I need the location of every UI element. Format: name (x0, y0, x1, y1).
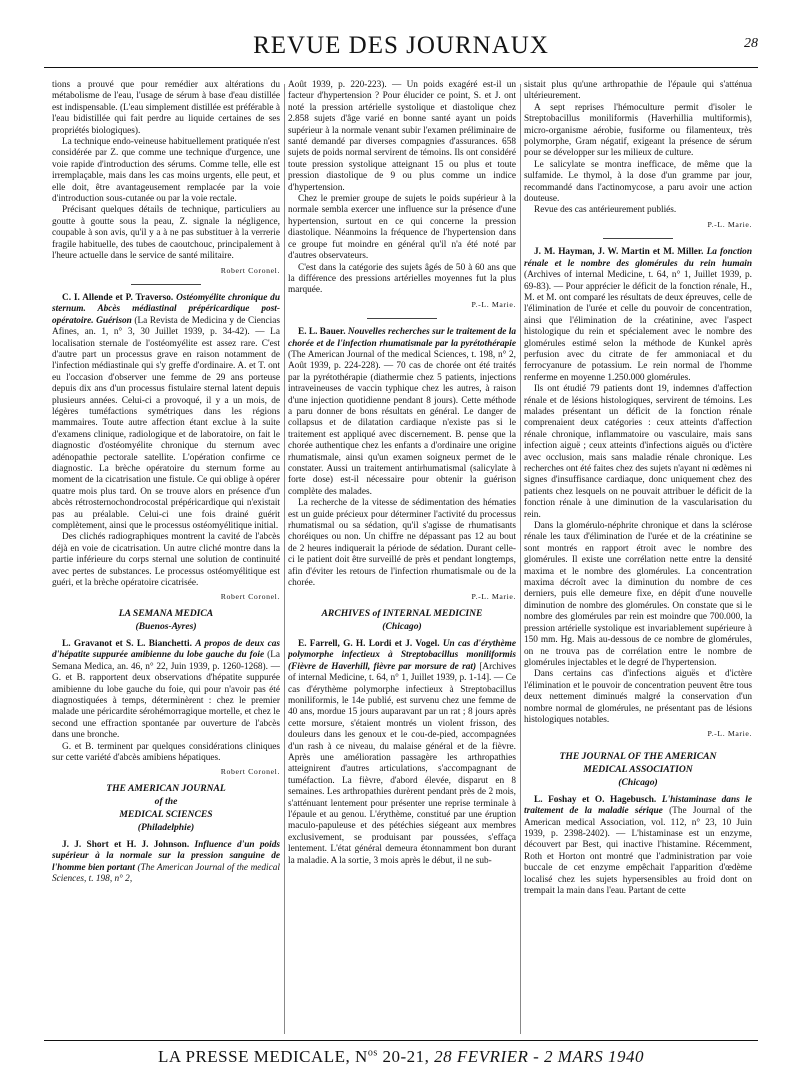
article-reference: (La Revista de Medicina y de Ciencias Afines, an. 1, n° 3, 30 Juillet 1939, p. 34-42). (52, 315, 280, 338)
article-title: L'histaminase dans le traitement de la maladie sérique (524, 794, 752, 817)
column-2 (288, 80, 516, 1040)
article-abstract (524, 795, 752, 898)
article-reference: (The American Journal of the medical Sciences, t. 198, n° 2, Août 1939, p. 224-228). (288, 349, 516, 372)
source-journal-name: ARCHIVES of INTERNAL MEDICINE (321, 607, 483, 619)
article-authors: L. Foshay et O. Hagebusch. (534, 794, 657, 805)
source-journal-name: THE AMERICAN JOURNAL (106, 782, 226, 794)
article-authors: L. Gravanot et S. L. Bianchetti. (62, 638, 192, 649)
article-text: — Ce cas d'érythème polymorphe infectieux à Streptobacillus moniliformis, le 14e publié, est survenu chez une femme de 40 ans, mordue 15 jours auparavant par un rat ; 8 jours après cette morsure, s'étaient montrés un violent frisson, des douleurs dans les genoux et le cou-de-pied, accompagnées d'un rash à ce niveau, du malaise général et de la fièvre. Après une amélioration passagère les arthropathies atteignirent d'autres articulations, s'accompagnant de tuméfaction. La fièvre, d'abord élevée, disparut en 8 semaines. Les arthropathies durèrent pendant près de 2 mois, s'atténuant lentement pour présenter une reprise terminale à l'épaule et au genou. L'érythème, constitué par une éruption maculo-papuleuse et des pétéchies siégeant aux membres exclusivement, se produisant par poussées, s'effaça lentement. L'état général demeura étonnamment bon durant la maladie. A la sortie, 3 mois après le début, il ne sub- (288, 673, 516, 866)
source-journal-heading (288, 607, 516, 633)
article-title: Ostéomyélite chronique du sternum. Abcès médiastinal prépéricardique post-opératoire. Guérison (52, 292, 280, 326)
article-reference: [Archives of internal Medicine, t. 64, n° 1, Juillet 1939, p. 1-14]. (288, 661, 516, 684)
footer-issue: 20-21, (377, 1047, 435, 1066)
article-text: — Pour apprécier le déficit de la fonction rénale, H., M. et M. ont comparé les résultats de deux épreuves, celle de l'élimination de l'urée et celle du pouvoir de concentration, ainsi que l'élimination de la créatinine, avec l'aspect histologique du rein et spécialement avec le nombre des glomérules estimé selon la méthode de Kunkel après perfusion avec du citrate de fer ammoniacal et du ferrocyanure de potassium. Le rein normal de l'homme renferme en moyenne 1.250.000 glomérules. (524, 281, 752, 383)
source-journal-heading (524, 750, 752, 789)
paragraph: La recherche de la vitesse de sédimentation des hématies est un guide précieux pour déterminer l'activité du processus rhumatismal ou sa sédation, qu'il s'agisse de rhumatisants choréiques ou non. Un chiffre ne dépassant pas 12 au bout de 2 heures indiquerait la période de sédation. Durant celle-ci le patient doit être surveillé de près et pendant longtemps, afin d'éviter les retours de l'infection rhumatismale ou de la chorée. (288, 498, 516, 589)
article-reference: (Archives of internal Medicine, t. 64, n° 1, Juillet 1939, p. 69-83). (524, 270, 752, 292)
paragraph: Ils ont étudié 79 patients dont 19, indemnes d'affection rénale et de lésions histologiques, servirent de témoins. Les malades présentant un déficit de la fonction rénale comprenaient deux catégories : ceux atteints d'affection rénale chronique, inflammatoire ou vasculaire, mais sans infection aiguë ; ceux atteints d'infections aiguës ou d'ictère avec occlusion, mais sans maladie rénale chronique. Les recherches ont été faites chez des sujets n'ayant ni œdèmes ni signes d'insuffisance cardiaque, donc uniquement chez des patients chez lesquels on ne pouvait attribuer le déficit de la fonction rénale à une diminution de la vascularisation du rein. (524, 384, 752, 520)
source-journal-place: (Buenos-Ayres) (135, 620, 197, 632)
footer-rule (44, 1040, 758, 1041)
footer-journal: LA PRESSE MEDICALE, N (158, 1047, 368, 1066)
footer-issue-suffix: os (367, 1047, 378, 1059)
source-journal-place: (Chicago) (382, 620, 422, 632)
article-abstract (52, 293, 280, 533)
paragraph: tions a prouvé que pour remédier aux altérations du métabolisme de l'eau, l'usage de sérum à base d'eau distillée est indispensable. (L'eau simplement distillée est préférable à l'eau bidistillée qui fait perdre au liquide certaines de ses propriétés biologiques). (52, 80, 280, 136)
source-journal-place: (Chicago) (618, 776, 658, 788)
paragraph: C'est dans la catégorie des sujets âgés de 50 à 60 ans que la différence des pressions artérielles moyennes fut la plus marquée. (288, 262, 516, 296)
source-journal-name: of the (154, 795, 178, 807)
paragraph: G. et B. terminent par quelques considérations cliniques sur cette variété d'abcès amibiens hépatiques. (52, 741, 280, 763)
article-reference: (The Journal of the American medical Association, vol. 112, n° 23, 10 Juin 1939, p. 2398-2402). (524, 806, 752, 839)
page-footer (44, 1040, 758, 1070)
author-signature: P.-L. Marie. (707, 219, 752, 229)
source-journal-name: THE JOURNAL OF THE AMERICAN (559, 750, 717, 762)
article-authors: J. M. Hayman, J. W. Martin et M. Miller. (534, 247, 704, 258)
article-title: La fonction rénale et le nombre des glomérules du rein humain (524, 247, 752, 269)
footer-line (44, 1047, 758, 1067)
column-3 (524, 80, 752, 1040)
author-signature: P.-L. Marie. (471, 592, 516, 602)
page-number: 28 (744, 36, 758, 51)
article-reference: (The American Journal of the medical Sciences, t. 198, n° 2, (52, 862, 280, 884)
article-abstract (288, 327, 516, 498)
paragraph: Des clichés radiographiques montrent la cavité de l'abcès déjà en voie de cicatrisation. Un autre cliché montre dans la partie inférieure du corps sternal une solution de continuité avec pertes de substances. Le processus ostéomyélitique est guéri, et la brèche opératoire cicatrisée. (52, 532, 280, 589)
author-signature: Robert Coronel. (220, 265, 280, 275)
separator (367, 318, 437, 319)
journal-section-title: REVUE DES JOURNAUX (253, 32, 549, 59)
article-title: Influence d'un poids supérieur à la normale sur la pression sanguine de l'homme bien portant (52, 839, 280, 873)
column-divider-1 (284, 84, 285, 1034)
article-title: A propos de deux cas d'hépatite suppurée amibienne du lobe gauche du foie (52, 638, 280, 661)
article-title: Un cas d'érythème polymorphe infectieux à Streptobacillus moniliformis (Fièvre de Haverhill, fièvre par morsure de rat) (288, 638, 516, 672)
author-signature: P.-L. Marie. (471, 299, 516, 309)
article-authors: E. Farrell, G. H. Lordi et J. Vogel. (298, 638, 440, 649)
paragraph: Précisant quelques détails de technique, particuliers au goutte à goutte sous la peau, Z. signale la négligence, coupable à son avis, qu'il y a à ne pas substituer à la verrerie fragile habituelle, des tubes de caoutchouc, principalement à l'heure actuelle dans le service de santé militaire. (52, 205, 280, 262)
paragraph: La technique endo-veineuse habituellement pratiquée n'est considérée par Z. que comme une technique d'urgence, une voie rapide d'introduction des sérums. Comme telle, elle est irremplaçable, mais dans les cas moins urgents, elle peut, et elle doit, être avantageusement remplacée par la voie d'introduction sous-cutanée ou par la voie rectale. (52, 137, 280, 205)
source-journal-place: (Philadelphie) (137, 821, 195, 833)
article-text: — La localisation sternale de l'ostéomyélite est assez rare. C'est d'autre part un processus grave en raison notamment de l'infection médiastinale qui s'y greffe d'ordinaire. A. et T. ont eu l'occasion d'observer une femme de 29 ans porteuse depuis dix ans d'un processus fistulaire sternal latent depuis plusieurs années. Celui-ci a provoqué, il y a un mois, de légères tuméfactions symétriques dans les régions mammaires. Toute autre affection étant exclue à la suite d'examens clinique, radiologique et de laboratoire, on fait le diagnostic d'ostéomyélite chronique du sternum avec adénopathie pectorale satellite. L'opération confirme ce diagnostic. La brèche opératoire du sternum forme au moment de la cicatrisation une fistule. Ce qui oblige à opérer quatre mois plus tard. On se trouve alors en présence d'un abcès rétrosternochondrocostal prépéricardique qui n'existait pas au préalable. Celui-ci une fois drainé guérit complètement, ainsi que le processus ostéomyélitique initial. (52, 327, 280, 532)
column-divider-2 (520, 84, 521, 1034)
source-journal-name: MEDICAL SCIENCES (119, 808, 213, 820)
article-authors: C. I. Allende et P. Traverso. (62, 292, 174, 303)
article-abstract (524, 247, 752, 384)
footer-date: 28 FEVRIER - 2 MARS 1940 (434, 1047, 644, 1066)
source-journal-heading (52, 607, 280, 633)
page-header (44, 24, 758, 64)
paragraph: Dans la glomérulo-néphrite chronique et dans la sclérose rénale les taux d'élimination de l'urée et de la créatinine se sont montrés en rapport étroit avec le nombre des glomérules. Il existe une corrélation nette entre la densité maxima et le nombre des glomérules. La concentration maxima décroît avec la diminution du nombre de ces derniers, puis elle demeure fixe, en dépit d'une nouvelle diminution de nombre des glomérules. On constate que si le nombre des glomérules par rein est moindre que 700.000, la pression artérielle systolique est invariablement supérieure à 150 mm. Hg. Mais au-dessous de ce nombre de glomérules, on ne trouva pas de corrélation entre le nombre de glomérules injectables et le degré de l'hypertension. (524, 521, 752, 668)
source-journal-heading (52, 782, 280, 834)
article-abstract (52, 639, 280, 742)
author-signature: Robert Coronel. (220, 592, 280, 602)
article-abstract (52, 840, 280, 886)
paragraph: sistait plus qu'une arthropathie de l'épaule qui s'atténua ultérieurement. (524, 80, 752, 102)
paragraph: Revue des cas antérieurement publiés. (534, 205, 677, 216)
separator (131, 284, 201, 285)
source-journal-name: MEDICAL ASSOCIATION (583, 763, 693, 775)
paragraph: Chez le premier groupe de sujets le poids supérieur à la normale sembla exercer une influence sur la présence d'une hypertension, surtout en ce qui concerne la pression diastolique. Néanmoins la fréquence de l'hypertension dans ce groupe fut moindre en général qu'il n'a été noté par d'autres observateurs. (288, 194, 516, 262)
author-signature: Robert Coronel. (220, 767, 280, 777)
column-1 (52, 80, 280, 1040)
article-text: — 70 cas de chorée ont été traités par la pyrétothérapie (diathermie chez 5 patients, injections intraveineuses de vaccin typhique chez les autres, à raison d'une injection quotidienne pendant 8 jours). Cette méthode a paru donner de bons résultats en général. Le danger de collapsus et de dilatation cardiaque n'existe pas si le traitement est appliqué avec discernement. B. pense que la chorée authentique chez les enfants a d'ordinaire une origine rhumatismale, ainsi qu'un examen soigneux permet de le constater. Aussi un traitement antirhumatismal (salicylate à forte dose) est-il nécessaire pour obtenir la guérison complète des malades. (288, 361, 516, 497)
article-title: Nouvelles recherches sur le traitement de la chorée et de l'infection rhumatismale par la pyrétothérapie (288, 327, 516, 349)
paragraph: Le salicylate se montra inefficace, de même que la sulfamide. Le thymol, à la dose d'un gramme par jour, recommandé dans l'actinomycose, a paru avoir une action douteuse. (524, 159, 752, 205)
article-text: — G. et B. rapportent deux observations d'hépatite suppurée amibienne du lobe gauche du foie, qui pour n'avoir pas été diagnostiquées à temps, déterminèrent : chez le premier malade une péricardite sérohémorragique mortelle, et chez le second une effraction spontanée par ouverture de l'abcès dans une bronche. (52, 661, 280, 741)
article-reference: (La Semana Medica, an. 46, n° 22, Juin 1939, p. 1260-1268). (52, 650, 280, 672)
paragraph: Août 1939, p. 220-223). — Un poids exagéré est-il un facteur d'hypertension ? Pour élucider ce point, S. et J. ont noté la pression artérielle systolique et diastolique chez 2.858 sujets d'âge varié en bonne santé ayant un poids supérieur à la normale venant subir l'examen préliminaire de santé demandé par diverses compagnies d'assurances. 658 sujets de poids normal servirent de témoins. Ils ont considéré toute pression systolique atteignant 15 ou plus et toute pression diastolique de 9 ou plus comme un indice d'hypertension. (288, 80, 516, 193)
author-signature: P.-L. Marie. (707, 729, 752, 739)
article-abstract (288, 639, 516, 867)
article-authors: E. L. Bauer. (298, 327, 346, 338)
article-authors: J. J. Short et H. J. Johnson. (62, 839, 190, 850)
paragraph: A sept reprises l'hémoculture permit d'isoler le Streptobacillus moniliformis (Haverhillia multiformis), micro-organisme aérobie, fusiforme ou filamenteux, très polymorphe, Gram négatif, exigeant la présence de sérum pour se développer sur les milieux de culture. (524, 102, 752, 159)
article-text: — L'histaminase est un enzyme, découvert par Best, qui inactive l'histamine. Récemment, Roth et Horton ont montré que l'administration par voie buccale de cet enzyme empêchait l'apparition d'œdème localisé chez les sujets hypersensibles au froid dont on trempait la main dans l'eau. Partant de cette (524, 828, 752, 896)
paragraph: Dans certains cas d'infections aiguës et d'ictère l'élimination et le pouvoir de concentration peuvent être tous deux nettement diminués malgré la conservation d'un nombre normal de glomérules, ne présentant pas de lésions histologiques notables. (524, 669, 752, 725)
separator (603, 238, 673, 239)
source-journal-name: LA SEMANA MEDICA (118, 607, 214, 619)
header-rule (44, 67, 758, 68)
